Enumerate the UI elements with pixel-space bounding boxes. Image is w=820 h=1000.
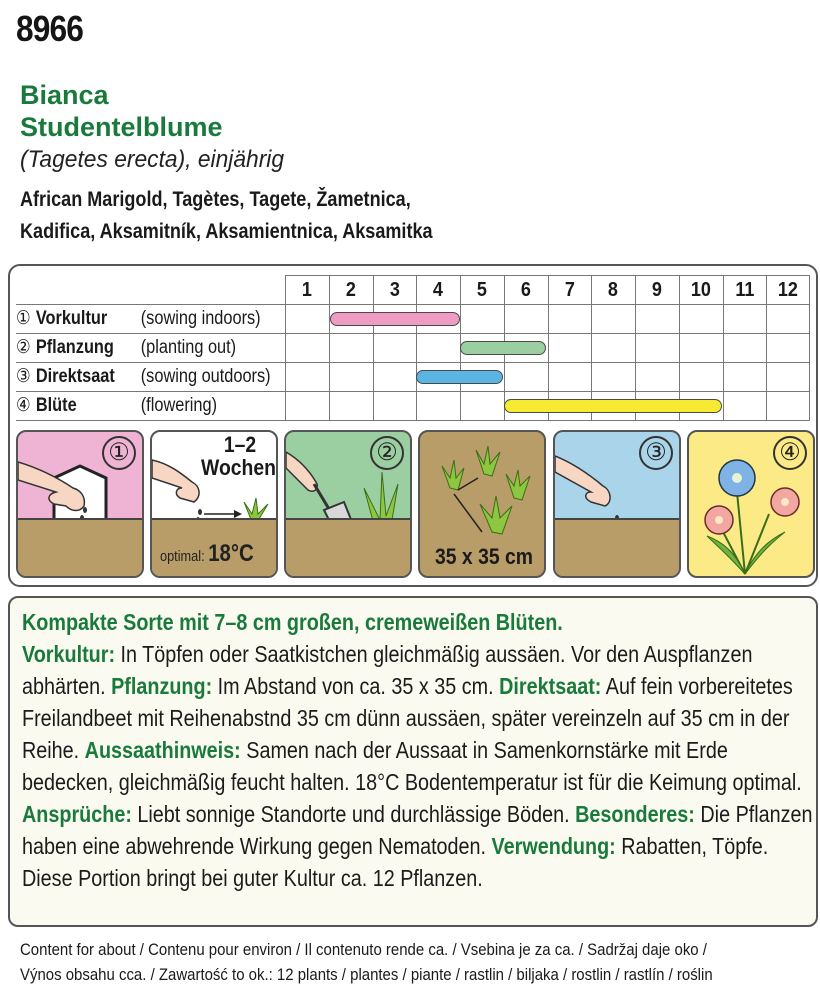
step-badge: ②: [370, 436, 404, 470]
row-label-de: Direktsaat: [35, 366, 115, 387]
step-badge: ③: [639, 436, 673, 470]
key-besonderes: Besonderes:: [575, 801, 695, 827]
month-2: 2: [345, 279, 356, 301]
row-label-en: (sowing outdoors): [140, 366, 271, 387]
variety-name: Bianca: [20, 80, 109, 110]
text-besonderes: Die Pflanzen haben eine abwehrende Wirkung gegen Nematoden.: [22, 801, 813, 859]
panel-spacing: [418, 430, 546, 578]
row-label-de: Blüte: [35, 395, 77, 416]
month-4: 4: [433, 279, 444, 301]
content-note-line-1: Content for about / Contenu pour environ / Il contenuto rende ca. / Vsebina je za ca. / Sadržaj daje oko /: [20, 940, 707, 959]
germination-unit: Wochen: [201, 455, 276, 480]
text-aussaathinweis: Samen nach der Aussaat in Samenkornstärke mit Erde bedecken, gleichmäßig feucht halten. 18°C Bodentemperatur ist für die Keimung optimal.: [22, 737, 802, 795]
key-aussaathinweis: Aussaathinweis:: [84, 737, 241, 763]
panel-sowing-outdoors: [553, 430, 681, 578]
panel-sowing-indoors: [16, 430, 144, 578]
step-number: ③: [16, 366, 31, 387]
common-name: Studentelblume: [20, 112, 223, 142]
month-9: 9: [651, 279, 662, 301]
month-12: 12: [778, 279, 799, 301]
row-label-en: (sowing indoors): [140, 308, 261, 329]
month-11: 11: [734, 279, 754, 301]
other-names-line-1: African Marigold, Tagètes, Tagete, Žametnica,: [20, 188, 411, 211]
text-pflanzung: Im Abstand von ca. 35 x 35 cm.: [212, 673, 500, 699]
month-1: 1: [301, 279, 312, 301]
step-badge: ①: [102, 436, 136, 470]
description-lead: Kompakte Sorte mit 7–8 cm großen, cremeweißen Blüten.: [22, 609, 563, 635]
description-box: [8, 596, 818, 927]
bar-vorkultur: [330, 312, 460, 326]
instruction-panels: [16, 430, 812, 578]
month-5: 5: [476, 279, 487, 301]
month-7: 7: [564, 279, 575, 301]
step-badge: ④: [773, 436, 807, 470]
key-verwendung: Verwendung:: [491, 833, 616, 859]
row-label-de: Vorkultur: [35, 308, 108, 329]
step-number: ②: [16, 337, 31, 358]
text-verwendung: Rabatten, Töpfe. Diese Portion bringt bei guter Kultur ca. 12 Pflanzen.: [22, 833, 769, 891]
key-pflanzung: Pflanzung:: [111, 673, 213, 699]
bar-pflanzung: [460, 341, 546, 355]
text-direktsaat: Auf fein vorbereitetes Freilandbeet mit Reihenabstnd 35 cm dünn aussäen, später vereinzeln auf 35 cm in der Reihe.: [22, 673, 793, 763]
row-label-de: Pflanzung: [35, 337, 114, 358]
panel-planting-out: [284, 430, 412, 578]
panel-germination: [150, 430, 278, 578]
bar-bluete: [504, 399, 722, 413]
month-10: 10: [690, 279, 711, 301]
row-label-en: (flowering): [140, 395, 218, 416]
content-note-line-2: Výnos obsahu cca. / Zawartość to ok.: 12 plants / plantes / piante / rastlin / biljaka / rostlin / rastlín / roślin: [20, 965, 713, 984]
text-ansprueche: Liebt sonnige Standorte und durchlässige Böden.: [131, 801, 576, 827]
text-vorkultur: In Töpfen oder Saatkistchen gleichmäßig aussäen. Vor den Auspflanzen abhärten.: [22, 641, 753, 699]
month-3: 3: [389, 279, 400, 301]
bar-direktsaat: [416, 370, 503, 384]
step-number: ①: [16, 308, 31, 329]
key-vorkultur: Vorkultur:: [22, 641, 116, 667]
panel-flowering: [687, 430, 815, 578]
spacing-label: 35 x 35 cm: [435, 544, 533, 569]
key-direktsaat: Direktsaat:: [499, 673, 602, 699]
key-ansprueche: Ansprüche:: [22, 801, 132, 827]
row-label-en: (planting out): [140, 337, 237, 358]
article-number: 8966: [16, 8, 83, 49]
month-6: 6: [520, 279, 531, 301]
month-grid: [285, 275, 810, 421]
optimal-temperature: 18°C: [208, 540, 254, 567]
optimal-label: optimal:: [160, 548, 205, 565]
step-number: ④: [16, 395, 31, 416]
latin-name: (Tagetes erecta), einjährig: [20, 146, 285, 173]
germination-duration: 1–2: [223, 432, 257, 457]
month-8: 8: [608, 279, 619, 301]
other-names-line-2: Kadifica, Aksamitník, Aksamientnica, Aksamitka: [20, 220, 433, 243]
